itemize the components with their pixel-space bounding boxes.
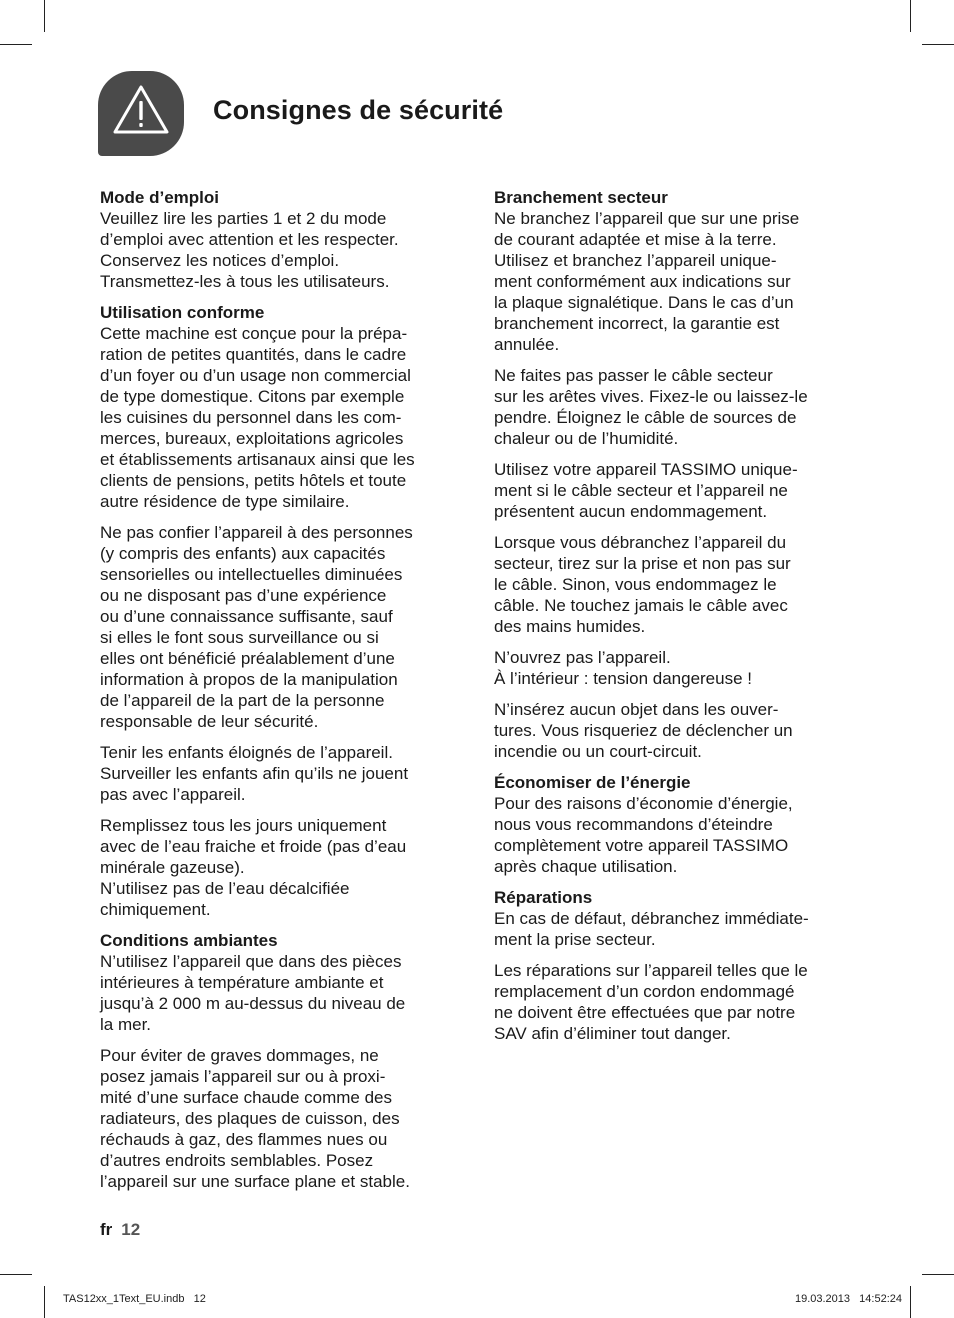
page-title: Consignes de sécurité xyxy=(213,95,504,125)
paragraph: Les réparations sur l’appareil telles que le remplacement d’un cordon endommagé ne doivent être effectuées que par notre SAV afin d’éliminer tout danger. xyxy=(494,961,808,1043)
left-column xyxy=(100,187,472,1192)
crop-mark xyxy=(922,1274,954,1275)
paragraph: Pour éviter de graves dommages, ne posez jamais l’appareil sur ou à proxi- mité d’une surface chaude comme des radiateurs, des plaques de cuisson, des réchauds à gaz, des flammes nues ou d’autres endroits semblables. Posez l’appareil sur une surface plane et stable. xyxy=(100,1046,410,1191)
print-slug-file: TAS12xx_1Text_EU.indb 12 xyxy=(63,1293,206,1305)
print-slug-date: 19.03.2013 14:52:24 xyxy=(794,1293,902,1305)
crop-mark xyxy=(0,1274,32,1275)
paragraph: N’ouvrez pas l’appareil. À l’intérieur : tension dangereuse ! xyxy=(494,648,752,688)
paragraph: N’utilisez l’appareil que dans des pièces intérieures à température ambiante et jusqu’à 2 000 m au-dessus du niveau de la mer. xyxy=(100,952,406,1034)
crop-mark xyxy=(922,44,954,45)
crop-mark xyxy=(44,0,45,32)
paragraph: Pour des raisons d’économie d’énergie, nous vous recommandons d’éteindre complètement votre appareil TASSIMO après chaque utilisation. xyxy=(494,794,793,876)
paragraph: Ne pas confier l’appareil à des personnes (y compris des enfants) aux capacités sensorielles ou intellectuelles diminuées ou ne disposant pas d’une expérience ou d’une connaissance suffisante, sauf si elles le font sous surveillance ou si elles ont bénéficié préalablement d’une information à propos de la manipulation de l’appareil de la part de la personne responsable de leur sécurité. xyxy=(100,523,413,731)
page-number: 12 xyxy=(121,1220,141,1239)
page-folio xyxy=(100,1220,140,1240)
section-heading-utilisation-conforme: Utilisation conforme xyxy=(100,303,265,322)
paragraph: Lorsque vous débranchez l’appareil du secteur, tirez sur la prise et non pas sur le câble. Sinon, vous endommagez le câble. Ne touchez jamais le câble avec des mains humides. xyxy=(494,533,791,636)
warning-badge xyxy=(98,71,184,156)
section-heading-economiser-energie: Économiser de l’énergie xyxy=(494,773,691,792)
paragraph: Utilisez votre appareil TASSIMO unique- ment si le câble secteur et l’appareil ne présentent aucun endommagement. xyxy=(494,460,798,521)
crop-mark xyxy=(910,1286,911,1318)
paragraph: N’insérez aucun objet dans les ouver- tures. Vous risqueriez de déclencher un incendie ou un court-circuit. xyxy=(494,700,793,761)
language-code: fr xyxy=(100,1220,113,1239)
paragraph: Cette machine est conçue pour la prépa- ration de petites quantités, dans le cadre d’un foyer ou d’un usage non commercial de type domestique. Citons par exemple les cuisines du personnel dans les com- merces, bureaux, exploitations agricoles et établissements artisanaux ainsi que les clients de pensions, petits hôtels et toute autre résidence de type similaire. xyxy=(100,324,415,511)
section-heading-reparations: Réparations xyxy=(494,888,593,907)
crop-mark xyxy=(0,44,32,45)
paragraph: Ne faites pas passer le câble secteur sur les arêtes vives. Fixez-le ou laissez-le pendre. Éloignez le câble de sources de chaleur ou de l’humidité. xyxy=(494,366,808,448)
section-heading-branchement-secteur: Branchement secteur xyxy=(494,188,668,207)
right-column xyxy=(494,187,866,1044)
paragraph: En cas de défaut, débranchez immédiate- ment la prise secteur. xyxy=(494,909,809,949)
crop-mark xyxy=(44,1286,45,1318)
paragraph: Remplissez tous les jours uniquement avec de l’eau fraiche et froide (pas d’eau minérale gazeuse). N’utilisez pas de l’eau décalcifiée chimiquement. xyxy=(100,816,407,919)
paragraph: Ne branchez l’appareil que sur une prise de courant adaptée et mise à la terre. Utilisez et branchez l’appareil unique- ment conformément aux indications sur la plaque signalétique. Dans le cas d’un branchement incorrect, la garantie est annulée. xyxy=(494,209,800,354)
crop-mark xyxy=(910,0,911,32)
paragraph: Veuillez lire les parties 1 et 2 du mode d’emploi avec attention et les respecter. Conservez les notices d’emploi. Transmettez-les à tous les utilisateurs. xyxy=(100,209,399,291)
section-heading-conditions-ambiantes: Conditions ambiantes xyxy=(100,931,278,950)
warning-triangle-icon xyxy=(112,84,170,136)
section-heading-mode-emploi: Mode d’emploi xyxy=(100,188,219,207)
paragraph: Tenir les enfants éloignés de l’appareil. Surveiller les enfants afin qu’ils ne jouent pas avec l’appareil. xyxy=(100,743,409,804)
